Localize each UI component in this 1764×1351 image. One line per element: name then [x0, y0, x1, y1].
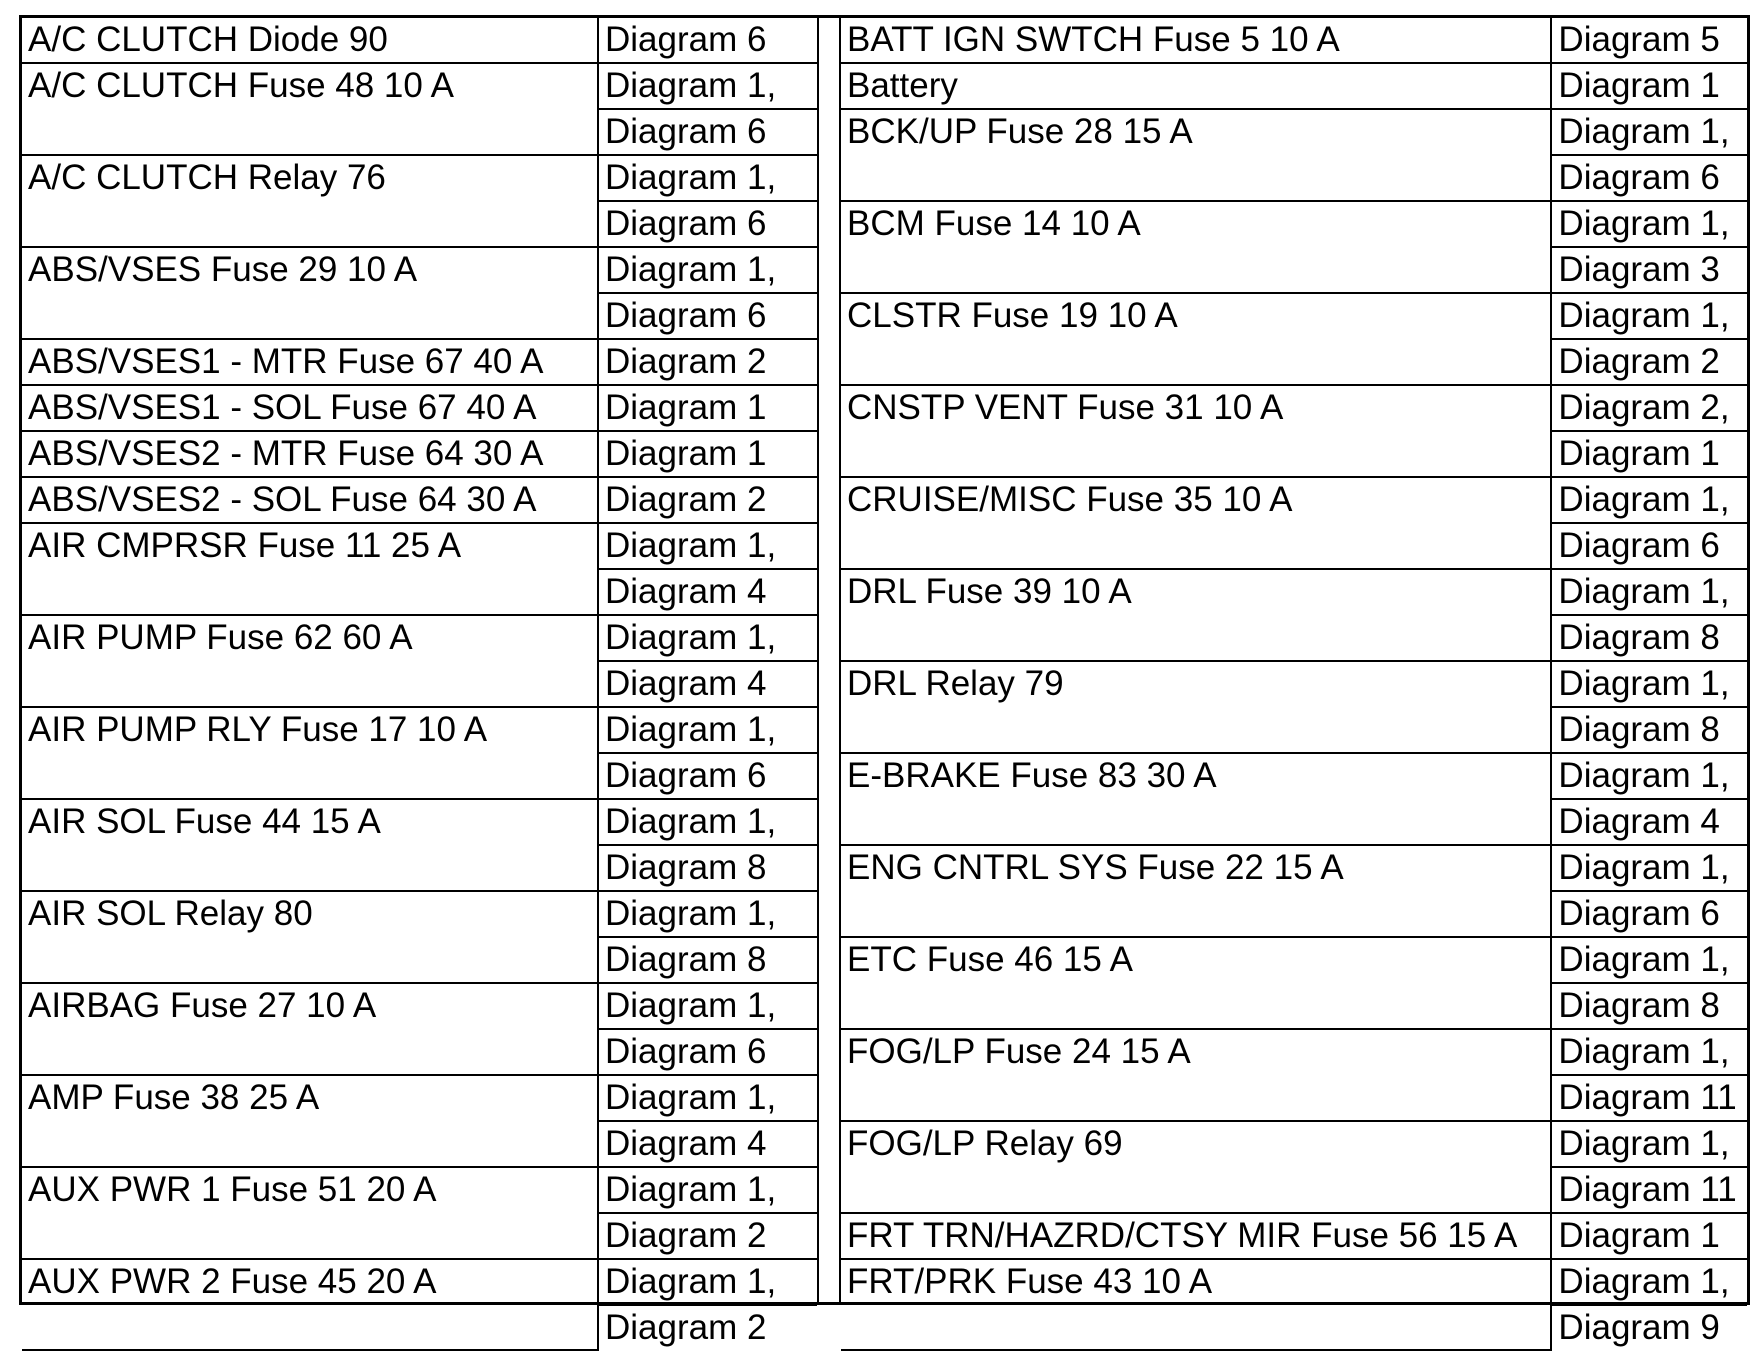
component-name: AMP Fuse 38 25 A — [22, 1075, 598, 1167]
diagram-reference: Diagram 1 — [598, 385, 817, 431]
diagram-reference: Diagram 2 — [1551, 339, 1747, 385]
diagram-reference: Diagram 4 — [598, 661, 817, 707]
component-name: E-BRAKE Fuse 83 30 A — [841, 753, 1551, 845]
table-row — [841, 385, 1747, 431]
diagram-reference: Diagram 1, — [598, 707, 817, 753]
table-row — [841, 1121, 1747, 1167]
component-name: AIRBAG Fuse 27 10 A — [22, 983, 598, 1075]
left-table-body — [22, 18, 817, 1350]
diagram-reference: Diagram 2 — [598, 1305, 817, 1350]
component-name: AIR PUMP Fuse 62 60 A — [22, 615, 598, 707]
component-name: ABS/VSES2 - MTR Fuse 64 30 A — [22, 431, 598, 477]
diagram-reference: Diagram 6 — [598, 201, 817, 247]
table-row — [841, 753, 1747, 799]
diagram-reference: Diagram 8 — [598, 845, 817, 891]
table-row — [22, 707, 817, 753]
diagram-reference: Diagram 6 — [598, 1029, 817, 1075]
component-name: FOG/LP Fuse 24 15 A — [841, 1029, 1551, 1121]
diagram-reference: Diagram 1, — [598, 63, 817, 109]
component-name: A/C CLUTCH Relay 76 — [22, 155, 598, 247]
component-name: BCK/UP Fuse 28 15 A — [841, 109, 1551, 201]
table-row — [841, 1259, 1747, 1305]
diagram-reference: Diagram 1, — [598, 983, 817, 1029]
right-column-table — [841, 18, 1747, 1351]
table-row — [841, 18, 1747, 63]
diagram-reference: Diagram 11 — [1551, 1075, 1747, 1121]
diagram-reference: Diagram 11 — [1551, 1167, 1747, 1213]
table-row — [22, 385, 817, 431]
component-name: DRL Relay 79 — [841, 661, 1551, 753]
diagram-reference: Diagram 6 — [1551, 523, 1747, 569]
component-name: AIR PUMP RLY Fuse 17 10 A — [22, 707, 598, 799]
component-name: FRT TRN/HAZRD/CTSY MIR Fuse 56 15 A — [841, 1213, 1551, 1259]
table-row — [22, 983, 817, 1029]
diagram-reference: Diagram 1 — [1551, 63, 1747, 109]
component-name: AIR CMPRSR Fuse 11 25 A — [22, 523, 598, 615]
diagram-reference: Diagram 1, — [1551, 937, 1747, 983]
diagram-reference: Diagram 2, — [1551, 385, 1747, 431]
table-row — [22, 247, 817, 293]
diagram-reference: Diagram 2 — [598, 477, 817, 523]
component-name: ABS/VSES1 - MTR Fuse 67 40 A — [22, 339, 598, 385]
component-name: BCM Fuse 14 10 A — [841, 201, 1551, 293]
table-row — [841, 845, 1747, 891]
component-name: AUX PWR 1 Fuse 51 20 A — [22, 1167, 598, 1259]
table-row — [22, 339, 817, 385]
diagram-reference: Diagram 4 — [1551, 799, 1747, 845]
diagram-reference: Diagram 6 — [598, 293, 817, 339]
table-row — [841, 661, 1747, 707]
diagram-reference: Diagram 1 — [1551, 431, 1747, 477]
table-row — [22, 63, 817, 109]
component-name: A/C CLUTCH Fuse 48 10 A — [22, 63, 598, 155]
diagram-reference: Diagram 1, — [598, 799, 817, 845]
component-name: CNSTP VENT Fuse 31 10 A — [841, 385, 1551, 477]
fuse-index-table — [19, 15, 1750, 1347]
table-row — [22, 18, 817, 63]
component-name: ABS/VSES Fuse 29 10 A — [22, 247, 598, 339]
component-name: CLSTR Fuse 19 10 A — [841, 293, 1551, 385]
component-name: BATT IGN SWTCH Fuse 5 10 A — [841, 18, 1551, 63]
diagram-reference: Diagram 8 — [1551, 983, 1747, 1029]
table-row — [22, 523, 817, 569]
component-name: Battery — [841, 63, 1551, 109]
table-row — [22, 1259, 817, 1305]
diagram-reference: Diagram 1, — [1551, 1259, 1747, 1305]
diagram-reference: Diagram 1, — [1551, 1121, 1747, 1167]
diagram-reference: Diagram 1, — [1551, 845, 1747, 891]
diagram-reference: Diagram 1 — [1551, 1213, 1747, 1259]
diagram-reference: Diagram 4 — [598, 1121, 817, 1167]
table-row — [22, 1075, 817, 1121]
diagram-reference: Diagram 8 — [598, 937, 817, 983]
diagram-reference: Diagram 3 — [1551, 247, 1747, 293]
table-row — [841, 569, 1747, 615]
diagram-reference: Diagram 6 — [598, 18, 817, 63]
column-separator — [817, 18, 841, 1302]
diagram-reference: Diagram 1, — [598, 1259, 817, 1305]
diagram-reference: Diagram 2 — [598, 339, 817, 385]
diagram-reference: Diagram 1, — [1551, 661, 1747, 707]
diagram-reference: Diagram 6 — [598, 109, 817, 155]
diagram-reference: Diagram 1, — [1551, 109, 1747, 155]
diagram-reference: Diagram 1, — [1551, 201, 1747, 247]
component-name: AUX PWR 2 Fuse 45 20 A — [22, 1259, 598, 1350]
component-name: AIR SOL Fuse 44 15 A — [22, 799, 598, 891]
component-name: DRL Fuse 39 10 A — [841, 569, 1551, 661]
table-row — [841, 201, 1747, 247]
component-name: A/C CLUTCH Diode 90 — [22, 18, 598, 63]
table-row — [22, 431, 817, 477]
diagram-reference: Diagram 1 — [598, 431, 817, 477]
table-row — [22, 477, 817, 523]
table-row — [22, 891, 817, 937]
diagram-reference: Diagram 1, — [1551, 753, 1747, 799]
diagram-reference: Diagram 8 — [1551, 707, 1747, 753]
diagram-reference: Diagram 1, — [598, 155, 817, 201]
table-row — [22, 1167, 817, 1213]
diagram-reference: Diagram 1, — [1551, 477, 1747, 523]
component-name: ENG CNTRL SYS Fuse 22 15 A — [841, 845, 1551, 937]
component-name: FOG/LP Relay 69 — [841, 1121, 1551, 1213]
table-row — [841, 477, 1747, 523]
diagram-reference: Diagram 6 — [1551, 891, 1747, 937]
diagram-reference: Diagram 1, — [1551, 569, 1747, 615]
diagram-reference: Diagram 6 — [598, 753, 817, 799]
table-row — [841, 293, 1747, 339]
diagram-reference: Diagram 8 — [1551, 615, 1747, 661]
table-row — [22, 799, 817, 845]
diagram-reference: Diagram 1, — [598, 891, 817, 937]
diagram-reference: Diagram 6 — [1551, 155, 1747, 201]
component-name: FRT/PRK Fuse 43 10 A — [841, 1259, 1551, 1350]
diagram-reference: Diagram 2 — [598, 1213, 817, 1259]
table-row — [841, 63, 1747, 109]
component-name: AIR SOL Relay 80 — [22, 891, 598, 983]
component-name: CRUISE/MISC Fuse 35 10 A — [841, 477, 1551, 569]
table-row — [841, 1029, 1747, 1075]
table-row — [841, 937, 1747, 983]
table-row — [22, 155, 817, 201]
component-name: ABS/VSES1 - SOL Fuse 67 40 A — [22, 385, 598, 431]
table-row — [841, 1213, 1747, 1259]
table-row — [841, 109, 1747, 155]
diagram-reference: Diagram 1, — [598, 1075, 817, 1121]
diagram-reference: Diagram 1, — [598, 615, 817, 661]
diagram-reference: Diagram 1, — [598, 523, 817, 569]
diagram-reference: Diagram 1, — [1551, 293, 1747, 339]
component-name: ETC Fuse 46 15 A — [841, 937, 1551, 1029]
component-name: ABS/VSES2 - SOL Fuse 64 30 A — [22, 477, 598, 523]
left-column-table — [22, 18, 817, 1351]
diagram-reference: Diagram 5 — [1551, 18, 1747, 63]
diagram-reference: Diagram 1, — [598, 247, 817, 293]
diagram-reference: Diagram 1, — [1551, 1029, 1747, 1075]
diagram-reference: Diagram 1, — [598, 1167, 817, 1213]
table-row — [22, 615, 817, 661]
diagram-reference: Diagram 9 — [1551, 1305, 1747, 1350]
diagram-reference: Diagram 4 — [598, 569, 817, 615]
right-table-body — [841, 18, 1747, 1350]
